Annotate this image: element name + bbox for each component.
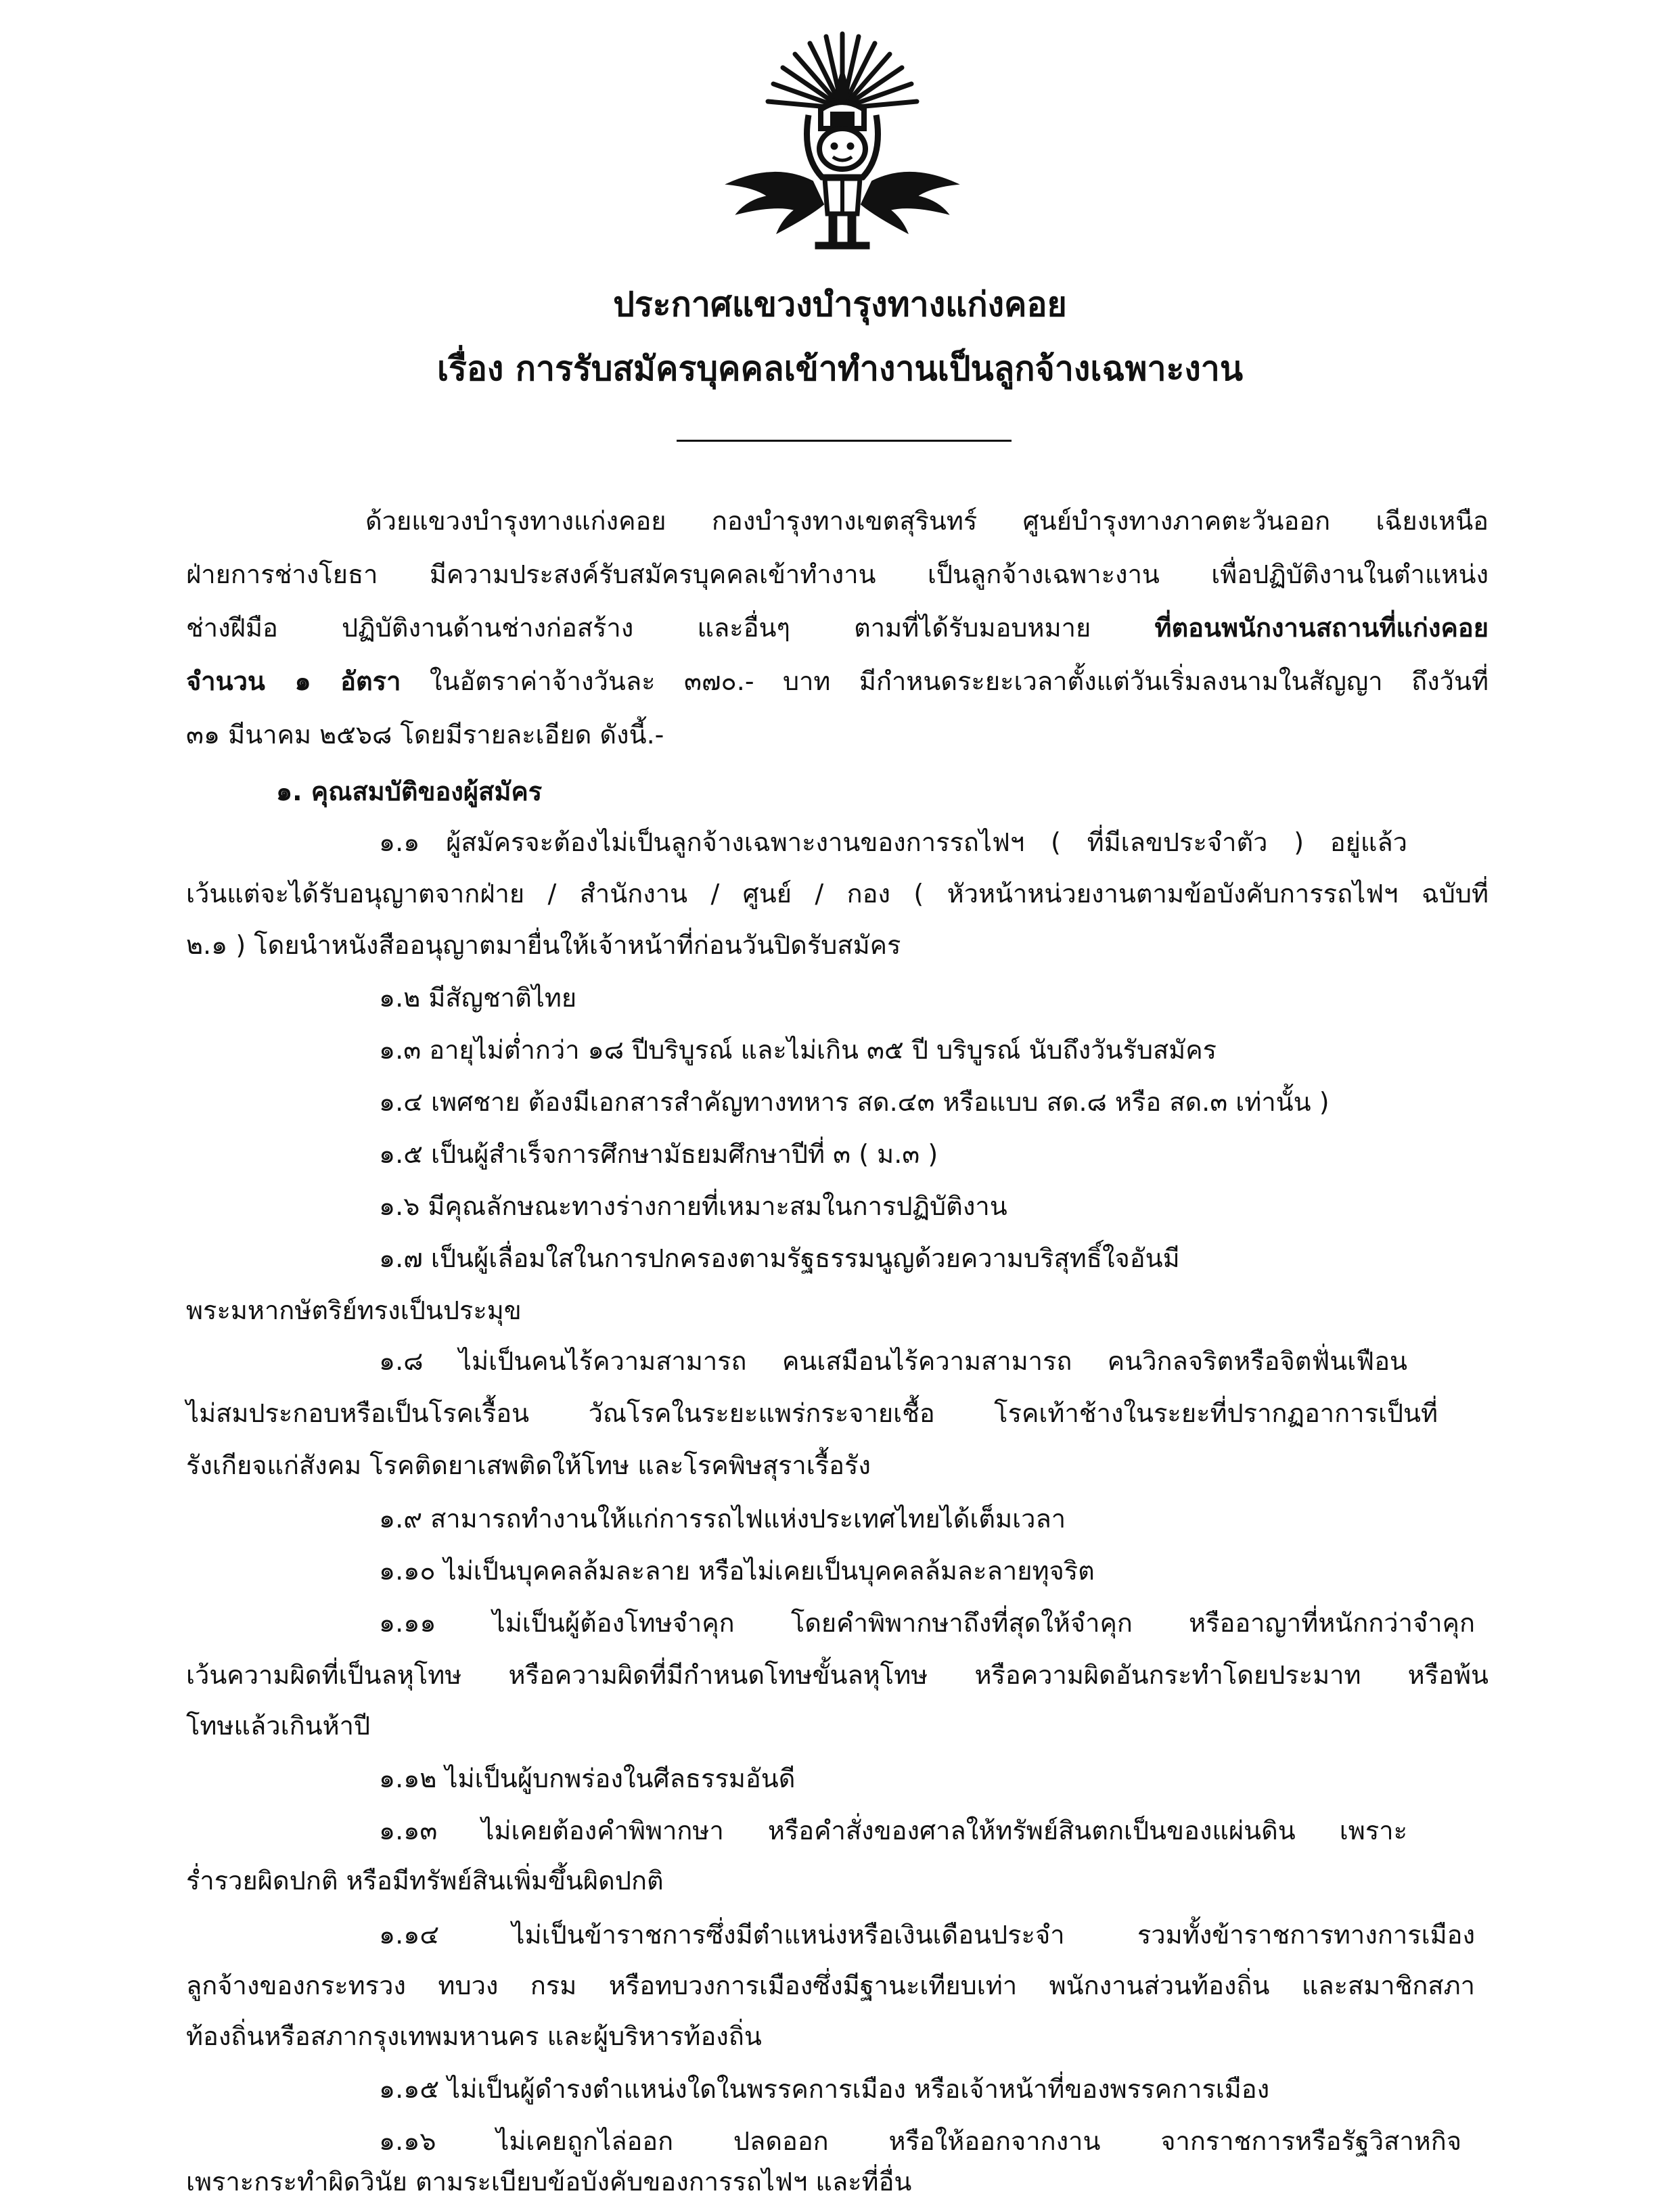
intro-line-3-text: ช่างฝีมือ ปฏิบัติงานด้านช่างก่อสร้าง และอื่นๆ ตามที่ได้รับมอบหมาย <box>186 613 1155 643</box>
intro-line-5: ๓๑ มีนาคม ๒๕๖๘ โดยมีรายละเอียด ดังนี้.- <box>186 720 664 750</box>
item-1-16-line-2: เพราะกระทำผิดวินัย ตามระเบียบข้อบังคับของการรถไฟฯ และที่อื่น <box>186 2167 912 2197</box>
item-1-2: ๑.๒ มีสัญชาติไทย <box>379 983 577 1013</box>
announcement-title: ประกาศแขวงบำรุงทางแก่งคอย <box>613 285 1067 324</box>
section-1-heading: ๑. คุณสมบัติของผู้สมัคร <box>276 777 543 806</box>
intro-line-2: ฝ่ายการช่างโยธา มีความประสงค์รับสมัครบุคคลเข้าทำงาน เป็นลูกจ้างเฉพาะงาน เพื่อปฏิบัติงานในตำแหน่ง <box>186 559 1489 589</box>
item-1-11-line-2: เว้นความผิดที่เป็นลหุโทษ หรือความผิดที่มีกำหนดโทษขั้นลหุโทษ หรือความผิดอันกระทำโดยประมาท หรือพ้น <box>186 1660 1489 1690</box>
item-1-11-line-1: ๑.๑๑ ไม่เป็นผู้ต้องโทษจำคุก โดยคำพิพากษาถึงที่สุดให้จำคุก หรืออาญาที่หนักกว่าจำคุก <box>379 1608 1475 1638</box>
intro-line-3-bold: ที่ตอนพนักงานสถานที่แก่งคอย <box>1154 613 1489 643</box>
intro-line-1: ด้วยแขวงบำรุงทางแก่งคอย กองบำรุงทางเขตสุรินทร์ ศูนย์บำรุงทางภาคตะวันออก เฉียงเหนือ <box>365 506 1489 536</box>
item-1-14-line-2: ลูกจ้างของกระทรวง ทบวง กรม หรือทบวงการเมืองซึ่งมีฐานะเทียบเท่า พนักงานส่วนท้องถิ่น และสมาชิกสภา <box>186 1971 1475 2000</box>
intro-line-3 <box>186 611 1489 645</box>
item-1-8-line-3: รังเกียจแก่สังคม โรคติดยาเสพติดให้โทษ และโรคพิษสุราเรื้อรัง <box>186 1450 871 1480</box>
item-1-3: ๑.๓ อายุไม่ต่ำกว่า ๑๘ ปีบริบูรณ์ และไม่เกิน ๓๕ ปี บริบูรณ์ นับถึงวันรับสมัคร <box>379 1035 1217 1065</box>
intro-line-4-bold: จำนวน ๑ อัตรา <box>186 666 401 696</box>
item-1-1-line-1: ๑.๑ ผู้สมัครจะต้องไม่เป็นลูกจ้างเฉพาะงานของการรถไฟฯ ( ที่มีเลขประจำตัว ) อยู่แล้ว <box>379 827 1407 857</box>
item-1-5: ๑.๕ เป็นผู้สำเร็จการศึกษามัธยมศึกษาปีที่ ๓ ( ม.๓ ) <box>379 1139 938 1169</box>
item-1-1-line-2: เว้นแต่จะได้รับอนุญาตจากฝ่าย / สำนักงาน / ศูนย์ / กอง ( หัวหน้าหน่วยงานตามข้อบังคับการรถไฟฯ ฉบับที่ <box>186 879 1489 909</box>
item-1-12: ๑.๑๒ ไม่เป็นผู้บกพร่องในศีลธรรมอันดี <box>379 1764 796 1793</box>
srt-railway-emblem-icon <box>707 27 978 257</box>
announcement-subject: เรื่อง การรับสมัครบุคคลเข้าทำงานเป็นลูกจ้างเฉพาะงาน <box>436 349 1244 388</box>
item-1-15: ๑.๑๕ ไม่เป็นผู้ดำรงตำแหน่งใดในพรรคการเมือง หรือเจ้าหน้าที่ของพรรคการเมือง <box>379 2074 1270 2104</box>
item-1-16-line-1: ๑.๑๖ ไม่เคยถูกไล่ออก ปลดออก หรือให้ออกจากงาน จากราชการหรือรัฐวิสาหกิจ <box>379 2126 1461 2156</box>
item-1-14-line-1: ๑.๑๔ ไม่เป็นข้าราชการซึ่งมีตำแหน่งหรือเงินเดือนประจำ รวมทั้งข้าราชการทางการเมือง <box>379 1920 1475 1950</box>
intro-line-4-text: ในอัตราค่าจ้างวันละ ๓๗๐.- บาท มีกำหนดระยะเวลาตั้งแต่วันเริ่มลงนามในสัญญา ถึงวันที่ <box>401 666 1489 696</box>
item-1-11-line-3: โทษแล้วเกินห้าปี <box>186 1711 371 1741</box>
item-1-13-line-1: ๑.๑๓ ไม่เคยต้องคำพิพากษา หรือคำสั่งของศาลให้ทรัพย์สินตกเป็นของแผ่นดิน เพราะ <box>379 1816 1407 1845</box>
item-1-7-line-1: ๑.๗ เป็นผู้เลื่อมใสในการปกครองตามรัฐธรรมนูญด้วยความบริสุทธิ์ใจอันมี <box>379 1243 1180 1273</box>
item-1-8-line-2: ไม่สมประกอบหรือเป็นโรคเรื้อน วัณโรคในระยะแพร่กระจายเชื้อ โรคเท้าช้างในระยะที่ปรากฏอาการเป็นที่ <box>186 1398 1438 1428</box>
item-1-6: ๑.๖ มีคุณลักษณะทางร่างกายที่เหมาะสมในการปฏิบัติงาน <box>379 1191 1007 1221</box>
item-1-9: ๑.๙ สามารถทำงานให้แก่การรถไฟแห่งประเทศไทยได้เต็มเวลา <box>379 1504 1066 1534</box>
item-1-14-line-3: ท้องถิ่นหรือสภากรุงเทพมหานคร และผู้บริหารท้องถิ่น <box>186 2021 762 2051</box>
item-1-10: ๑.๑๐ ไม่เป็นบุคคลล้มละลาย หรือไม่เคยเป็นบุคคลล้มละลายทุจริต <box>379 1556 1095 1586</box>
title-divider <box>677 440 1012 442</box>
item-1-1-line-3: ๒.๑ ) โดยนำหนังสืออนุญาตมายื่นให้เจ้าหน้าที่ก่อนวันปิดรับสมัคร <box>186 930 901 960</box>
item-1-13-line-2: ร่ำรวยผิดปกติ หรือมีทรัพย์สินเพิ่มขึ้นผิดปกติ <box>186 1866 664 1896</box>
item-1-8-line-1: ๑.๘ ไม่เป็นคนไร้ความสามารถ คนเสมือนไร้ความสามารถ คนวิกลจริตหรือจิตฟั่นเฟือน <box>379 1346 1407 1376</box>
item-1-7-line-2: พระมหากษัตริย์ทรงเป็นประมุข <box>186 1295 522 1325</box>
item-1-4: ๑.๔ เพศชาย ต้องมีเอกสารสำคัญทางทหาร สด.๔๓ หรือแบบ สด.๘ หรือ สด.๓ เท่านั้น ) <box>379 1087 1330 1117</box>
intro-line-4 <box>186 664 1489 698</box>
